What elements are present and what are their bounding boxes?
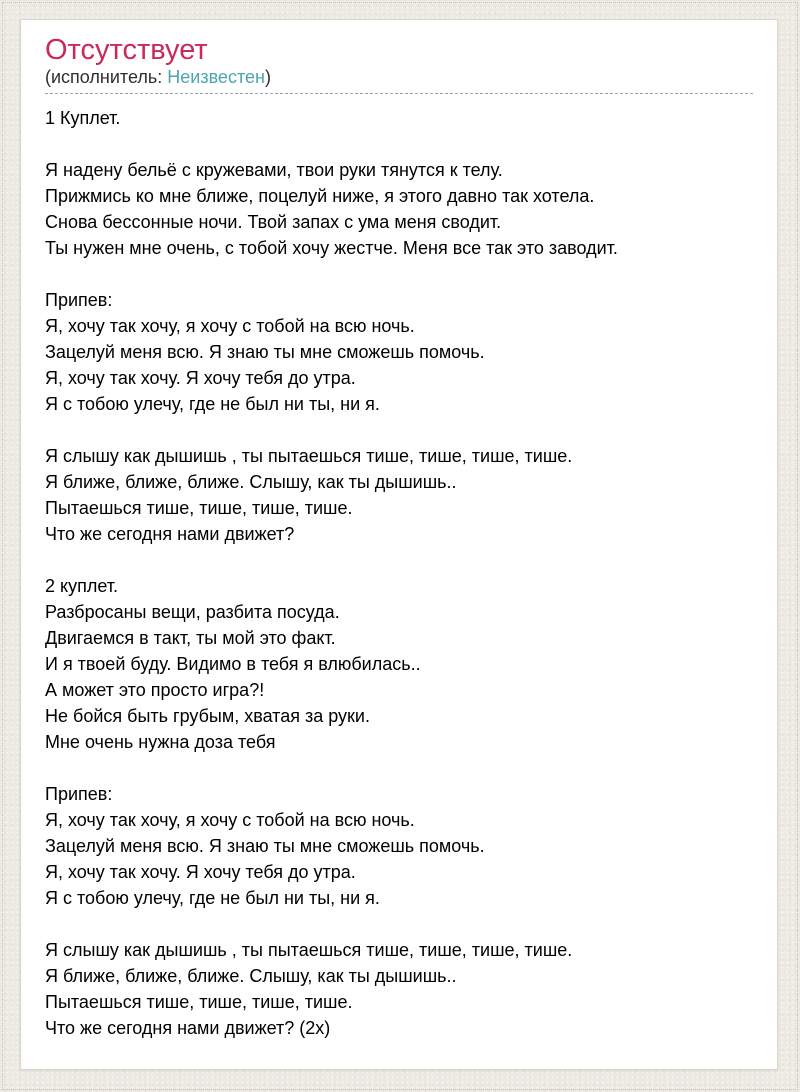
lyric-line: Я, хочу так хочу, я хочу с тобой на всю ночь. (45, 316, 415, 336)
lyric-line: И я твоей буду. Видимо в тебя я влюбилась.. (45, 654, 421, 674)
lyric-stanza (45, 937, 753, 1041)
lyric-line: 2 куплет. (45, 576, 119, 596)
lyric-line: 1 Куплет. (45, 108, 121, 128)
lyrics-text (45, 105, 753, 1041)
lyric-stanza (45, 105, 753, 131)
artist-link[interactable]: Неизвестен (167, 67, 265, 87)
lyric-line: Я с тобою улечу, где не был ни ты, ни я. (45, 394, 380, 414)
lyric-line: Я, хочу так хочу, я хочу с тобой на всю ночь. (45, 810, 415, 830)
lyric-line: Снова бессонные ночи. Твой запах с ума меня сводит. (45, 212, 502, 232)
lyric-line: Разбросаны вещи, разбита посуда. (45, 602, 340, 622)
lyric-line: Что же сегодня нами движет? (2x) (45, 1018, 331, 1038)
lyric-line: Не бойся быть грубым, хватая за руки. (45, 706, 370, 726)
lyric-line: Я, хочу так хочу. Я хочу тебя до утра. (45, 862, 356, 882)
lyric-line: Я ближе, ближе, ближе. Слышу, как ты дышишь.. (45, 472, 457, 492)
lyric-line: Я ближе, ближе, ближе. Слышу, как ты дышишь.. (45, 966, 457, 986)
lyric-line: Прижмись ко мне ближе, поцелуй ниже, я этого давно так хотела. (45, 186, 595, 206)
lyric-stanza (45, 781, 753, 911)
lyric-line: Зацелуй меня всю. Я знаю ты мне сможешь помочь. (45, 836, 485, 856)
artist-line (45, 66, 753, 94)
lyric-line: Припев: (45, 784, 113, 804)
lyric-line: Я слышу как дышишь , ты пытаешься тише, тише, тише, тише. (45, 446, 573, 466)
artist-label-suffix: ) (264, 67, 271, 87)
lyric-line: Пытаешься тише, тише, тише, тише. (45, 498, 353, 518)
lyric-line: Что же сегодня нами движет? (45, 524, 295, 544)
lyric-line: Пытаешься тише, тише, тише, тише. (45, 992, 353, 1012)
lyric-stanza (45, 287, 753, 417)
lyric-line: Зацелуй меня всю. Я знаю ты мне сможешь помочь. (45, 342, 485, 362)
lyric-stanza (45, 157, 753, 261)
lyric-line: Я с тобою улечу, где не был ни ты, ни я. (45, 888, 380, 908)
lyric-line: Ты нужен мне очень, с тобой хочу жестче. Меня все так это заводит. (45, 238, 618, 258)
lyric-stanza (45, 443, 753, 547)
lyric-line: А может это просто игра?! (45, 680, 265, 700)
song-title: Отсутствует (45, 34, 208, 66)
lyrics-card (20, 19, 778, 1070)
lyric-line: Я надену бельё с кружевами, твои руки тянутся к телу. (45, 160, 503, 180)
lyric-line: Я слышу как дышишь , ты пытаешься тише, тише, тише, тише. (45, 940, 573, 960)
lyric-stanza (45, 573, 753, 755)
lyric-line: Я, хочу так хочу. Я хочу тебя до утра. (45, 368, 356, 388)
lyric-line: Припев: (45, 290, 113, 310)
lyric-line: Мне очень нужна доза тебя (45, 732, 276, 752)
artist-label-prefix: (исполнитель: (45, 67, 168, 87)
lyric-line: Двигаемся в такт, ты мой это факт. (45, 628, 336, 648)
